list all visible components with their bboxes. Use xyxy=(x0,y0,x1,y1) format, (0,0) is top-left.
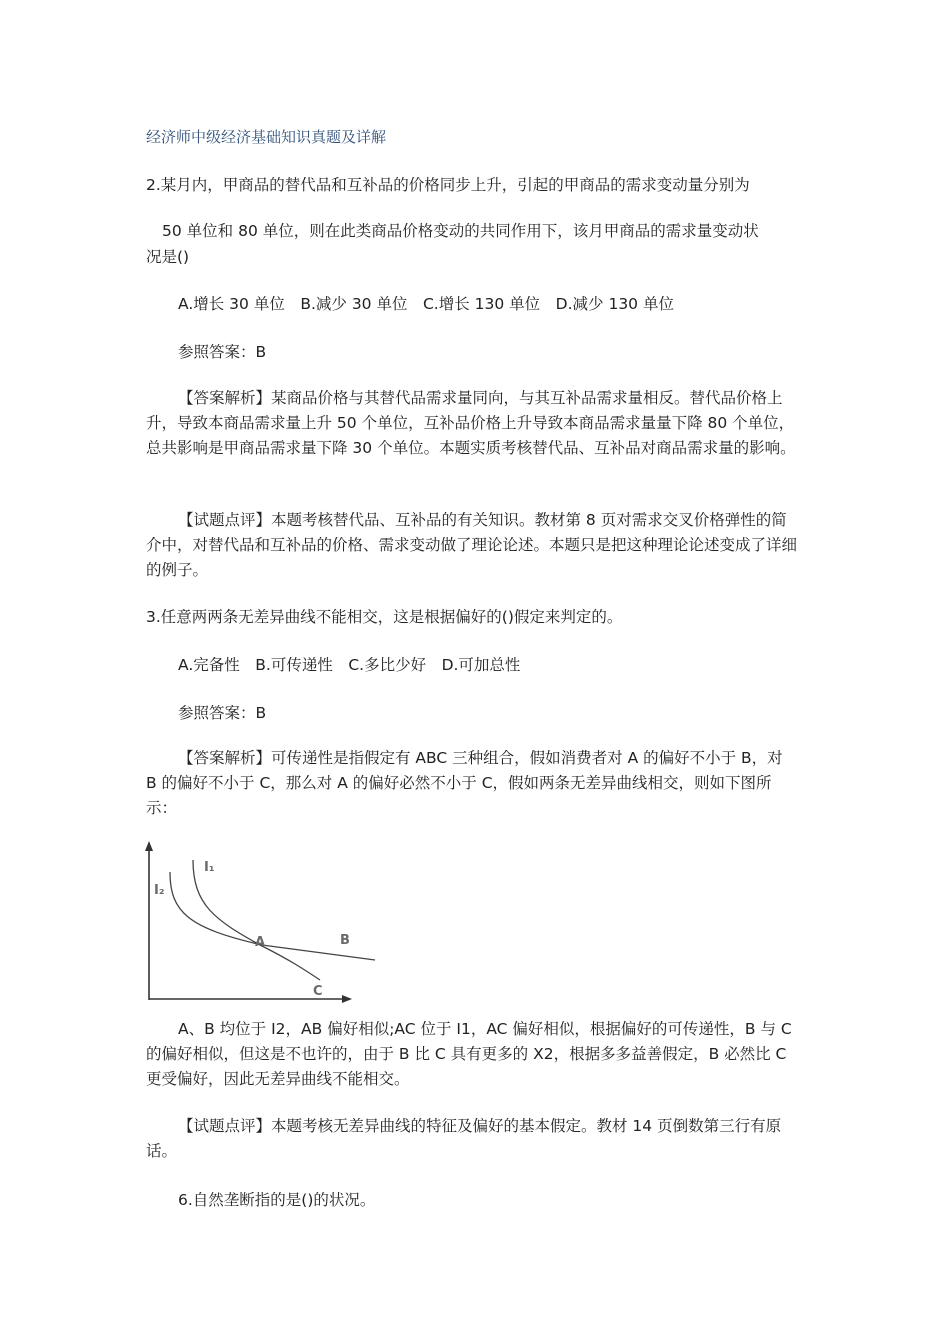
q2-options: A.增长 30 单位 B.减少 30 单位 C.增长 130 单位 D.减少 130 单位 xyxy=(178,295,674,313)
q6-stem: 6.自然垄断指的是()的状况。 xyxy=(178,1191,376,1209)
q3-answer: 参照答案：B xyxy=(178,704,267,722)
label-a: A xyxy=(255,935,266,950)
q3-explain: A、B 均位于 I2，AB 偏好相似;AC 位于 I1，AC 偏好相似，根据偏好的可传递性，B 与 C 的偏好相似，但这是不也许的，由于 B 比 C 具有更多的 X2，根据多多益善假定，B 必然比 C 更受偏好，因此无差异曲线不能相交。 xyxy=(146,1020,792,1088)
q2-comment: 【试题点评】本题考核替代品、互补品的有关知识。教材第 8 页对需求交叉价格弹性的简介中，对替代品和互补品的价格、需求变动做了理论论述。本题只是把这种理论论述变成了详细的例子。 xyxy=(146,511,798,579)
curve-i1 xyxy=(193,860,320,980)
y-axis-arrow xyxy=(145,841,153,851)
q3-comment: 【试题点评】本题考核无差异曲线的特征及偏好的基本假定。教材 14 页倒数第三行有原话。 xyxy=(146,1117,782,1160)
label-c: C xyxy=(313,984,323,999)
q2-stem-line2: 50 单位和 80 单位，则在此类商品价格变动的共同作用下，该月甲商品的需求量变动状 xyxy=(162,222,759,240)
label-i1: I₁ xyxy=(204,860,215,875)
q2-answer: 参照答案：B xyxy=(178,343,267,361)
label-b: B xyxy=(340,933,350,948)
document-title: 经济师中级经济基础知识真题及详解 xyxy=(146,128,387,146)
q2-stem-line1: 2.某月内，甲商品的替代品和互补品的价格同步上升，引起的甲商品的需求变动量分别为 xyxy=(146,176,750,194)
indifference-curve-diagram xyxy=(140,840,385,1008)
label-i2: I₂ xyxy=(154,883,165,898)
q3-stem: 3.任意两两条无差异曲线不能相交，这是根据偏好的()假定来判定的。 xyxy=(146,608,623,626)
q3-analysis: 【答案解析】可传递性是指假定有 ABC 三种组合，假如消费者对 A 的偏好不小于 B，对 B 的偏好不小于 C，那么对 A 的偏好必然不小于 C，假如两条无差异曲线相交，则如下图所示： xyxy=(146,749,783,817)
q3-options: A.完备性 B.可传递性 C.多比少好 D.可加总性 xyxy=(178,656,521,674)
x-axis-arrow xyxy=(342,995,352,1003)
q2-analysis: 【答案解析】某商品价格与其替代品需求量同向，与其互补品需求量相反。替代品价格上升，导致本商品需求量上升 50 个单位，互补品价格上升导致本商品需求量量下降 80 个单位，总共影响是甲商品需求量下降 30 个单位。本题实质考核替代品、互补品对商品需求量的影响。 xyxy=(146,389,796,457)
q2-stem-line3: 况是() xyxy=(146,248,190,266)
